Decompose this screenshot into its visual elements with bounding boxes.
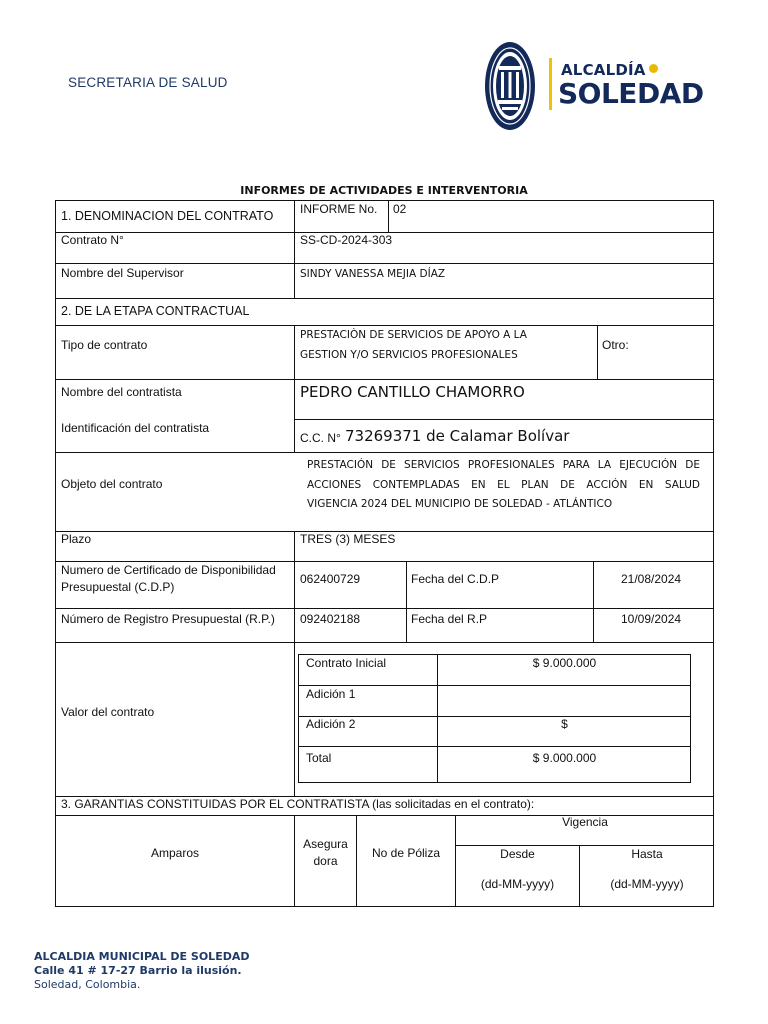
- section-1-heading: 1. DENOMINACION DEL CONTRATO: [61, 209, 274, 223]
- plazo-value: TRES (3) MESES: [300, 532, 396, 546]
- vigencia-header: Vigencia: [562, 815, 608, 829]
- section-3-heading: 3. GARANTIAS CONSTITUIDAS POR EL CONTRATISTA (las solicitadas en el contrato):: [61, 797, 535, 811]
- cdp-date-label: Fecha del C.D.P: [411, 572, 500, 586]
- grid-line: [295, 419, 714, 420]
- grid-line: [388, 200, 389, 232]
- grid-line: [298, 685, 691, 686]
- section-2-heading: 2. DE LA ETAPA CONTRACTUAL: [61, 304, 250, 318]
- desde-header: Desde: [500, 847, 535, 861]
- grid-line: [597, 325, 598, 379]
- objeto-line-2: ACCIONES CONTEMPLADAS EN EL PLAN DE ACCIÓN EN SALUD: [307, 479, 700, 491]
- alcaldia-logo: [484, 40, 714, 132]
- grid-line: [55, 561, 714, 562]
- contrato-inicial-label: Contrato Inicial: [306, 656, 387, 670]
- brand-alcaldia: ALCALDÍA: [561, 61, 658, 79]
- hasta-format: (dd-MM-yyyy): [610, 877, 684, 891]
- tipo-contrato-value-line-2: GESTION Y/O SERVICIOS PROFESIONALES: [300, 349, 518, 361]
- hasta-header: Hasta: [631, 847, 663, 861]
- footer-address: [34, 950, 249, 992]
- footer-institution: ALCALDIA MUNICIPAL DE SOLEDAD: [34, 950, 250, 963]
- grid-line: [593, 561, 594, 642]
- objeto-label: Objeto del contrato: [61, 477, 163, 491]
- tipo-contrato-value-line-1: PRESTACIÒN DE SERVICIOS DE APOYO A LA: [300, 329, 527, 341]
- grid-line: [55, 263, 714, 264]
- grid-line: [55, 379, 714, 380]
- brand-soledad: SOLEDAD: [558, 77, 704, 110]
- adicion-2-value: $: [561, 717, 568, 731]
- informe-number: 02: [393, 202, 407, 216]
- otro-label: Otro:: [602, 338, 629, 352]
- rp-date: 10/09/2024: [621, 612, 682, 626]
- rp-number: 092402188: [300, 612, 361, 626]
- contrato-number: SS-CD-2024-303: [300, 233, 393, 247]
- contratista-name: PEDRO CANTILLO CHAMORRO: [300, 383, 525, 401]
- grid-line: [55, 642, 714, 643]
- cdp-number: 062400729: [300, 572, 361, 586]
- cdp-label-line-1: Numero de Certificado de Disponibilidad: [61, 563, 276, 577]
- total-label: Total: [306, 751, 332, 765]
- adicion-1-label: Adición 1: [306, 687, 356, 701]
- grid-line: [55, 298, 714, 299]
- rp-date-label: Fecha del R.P: [411, 612, 488, 626]
- grid-line: [294, 200, 295, 298]
- total-value: $ 9.000.000: [532, 751, 597, 765]
- grid-line: [55, 452, 714, 453]
- grid-line: [455, 845, 714, 846]
- identificacion-prefix: C.C. N°: [300, 431, 341, 445]
- aseguradora-header-line-2: dora: [313, 854, 338, 868]
- rp-label: Número de Registro Presupuestal (R.P.): [61, 612, 275, 626]
- supervisor-label: Nombre del Supervisor: [61, 266, 184, 280]
- grid-line: [298, 746, 691, 747]
- adicion-2-label: Adición 2: [306, 717, 356, 731]
- contrato-inicial-value: $ 9.000.000: [532, 656, 597, 670]
- amparos-header: Amparos: [150, 846, 200, 860]
- identificacion-label: Identificación del contratista: [61, 421, 210, 435]
- department-name: SECRETARIA DE SALUD: [68, 75, 228, 90]
- cdp-date: 21/08/2024: [621, 572, 682, 586]
- identificacion-value: 73269371 de Calamar Bolívar: [345, 427, 570, 445]
- grid-line: [356, 815, 357, 907]
- supervisor-name: SINDY VANESSA MEJIA DÍAZ: [300, 268, 446, 280]
- poliza-header: No de Póliza: [371, 846, 441, 860]
- desde-format: (dd-MM-yyyy): [480, 877, 555, 891]
- cdp-label-line-2: Presupuestal (C.D.P): [61, 580, 175, 594]
- plazo-label: Plazo: [61, 532, 92, 546]
- grid-line: [294, 642, 295, 796]
- contrato-label: Contrato N°: [61, 233, 124, 247]
- tipo-contrato-label: Tipo de contrato: [61, 338, 148, 352]
- aseguradora-header-line-1: Asegura: [303, 837, 348, 851]
- objeto-line-3: VIGENCIA 2024 DEL MUNICIPIO DE SOLEDAD - ATLÁNTICO: [307, 498, 613, 510]
- footer-street: Calle 41 # 17-27 Barrio la ilusión.: [34, 964, 242, 977]
- grid-line: [406, 561, 407, 642]
- soledad-seal-icon: [484, 40, 538, 132]
- objeto-line-1: PRESTACIÓN DE SERVICIOS PROFESIONALES PARA LA EJECUCIÓN DE: [307, 459, 700, 471]
- grid-line: [294, 531, 295, 642]
- coin-icon: [649, 64, 658, 73]
- valor-label: Valor del contrato: [61, 705, 155, 719]
- document-title: INFORMES DE ACTIVIDADES E INTERVENTORIA: [240, 184, 528, 197]
- footer-city: Soledad, Colombia.: [34, 978, 141, 991]
- contratista-label: Nombre del contratista: [61, 385, 182, 399]
- informe-label: INFORME No.: [300, 202, 378, 216]
- brand-divider: [549, 58, 552, 110]
- grid-line: [55, 608, 714, 609]
- grid-line: [294, 325, 295, 452]
